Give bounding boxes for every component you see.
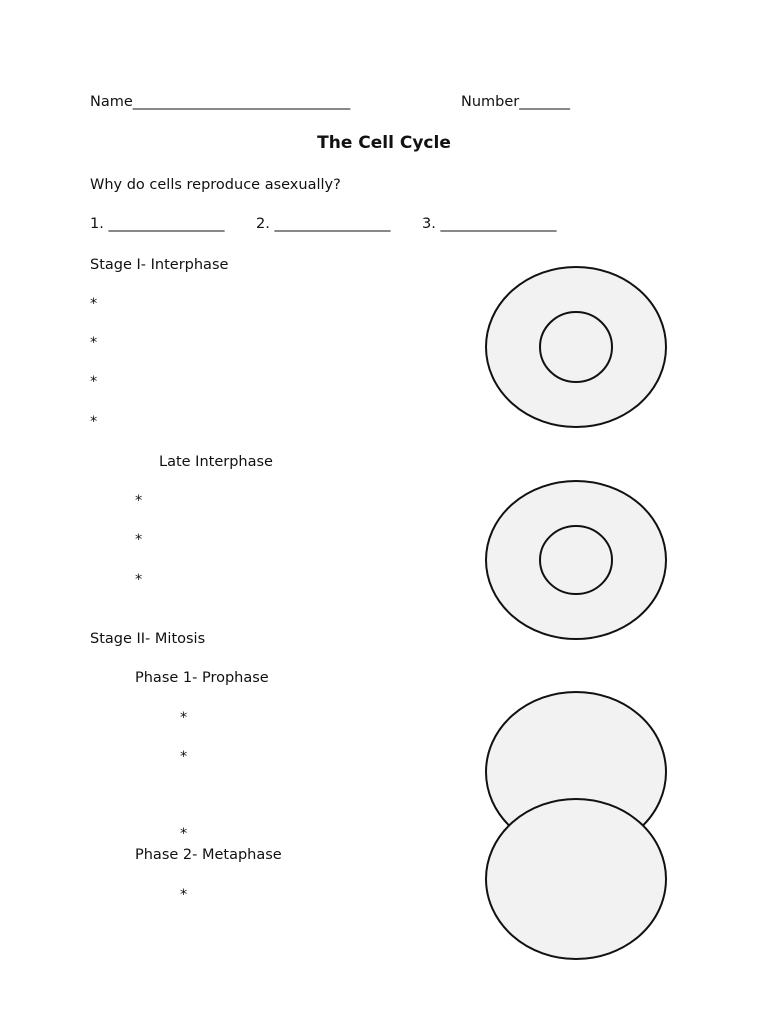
answer-blank-3: 3. ________________ (422, 216, 557, 232)
late-interphase-bullet: * (135, 532, 143, 548)
late-interphase-bullet: * (135, 572, 143, 588)
cell-membrane (486, 799, 666, 959)
nucleus (540, 312, 612, 382)
stage1-bullet: * (90, 374, 98, 390)
interphase-cell-diagram (482, 263, 670, 431)
nucleus (540, 526, 612, 594)
prophase-bullet: * (180, 749, 188, 765)
stage1-bullet: * (90, 414, 98, 430)
stage1-bullet: * (90, 335, 98, 351)
late-interphase-bullet: * (135, 493, 143, 509)
prophase-bullet: * (180, 710, 188, 726)
answer-blank-1: 1. ________________ (90, 216, 225, 232)
stage1-heading: Stage I- Interphase (90, 257, 229, 273)
metaphase-bullet: * (180, 887, 188, 903)
prophase-heading: Phase 1- Prophase (135, 670, 269, 686)
name-field: Name______________________________ (90, 94, 351, 110)
stage2-heading: Stage II- Mitosis (90, 631, 206, 647)
prophase-bullet: * (180, 826, 188, 842)
late-interphase-heading: Late Interphase (159, 454, 273, 470)
page-title: The Cell Cycle (317, 133, 451, 153)
metaphase-cell-diagram (482, 795, 670, 963)
stage1-bullet: * (90, 296, 98, 312)
answer-blank-2: 2. ________________ (256, 216, 391, 232)
late-interphase-cell-diagram (482, 477, 670, 643)
number-field: Number_______ (461, 94, 570, 110)
question-text: Why do cells reproduce asexually? (90, 177, 341, 193)
metaphase-heading: Phase 2- Metaphase (135, 847, 282, 863)
